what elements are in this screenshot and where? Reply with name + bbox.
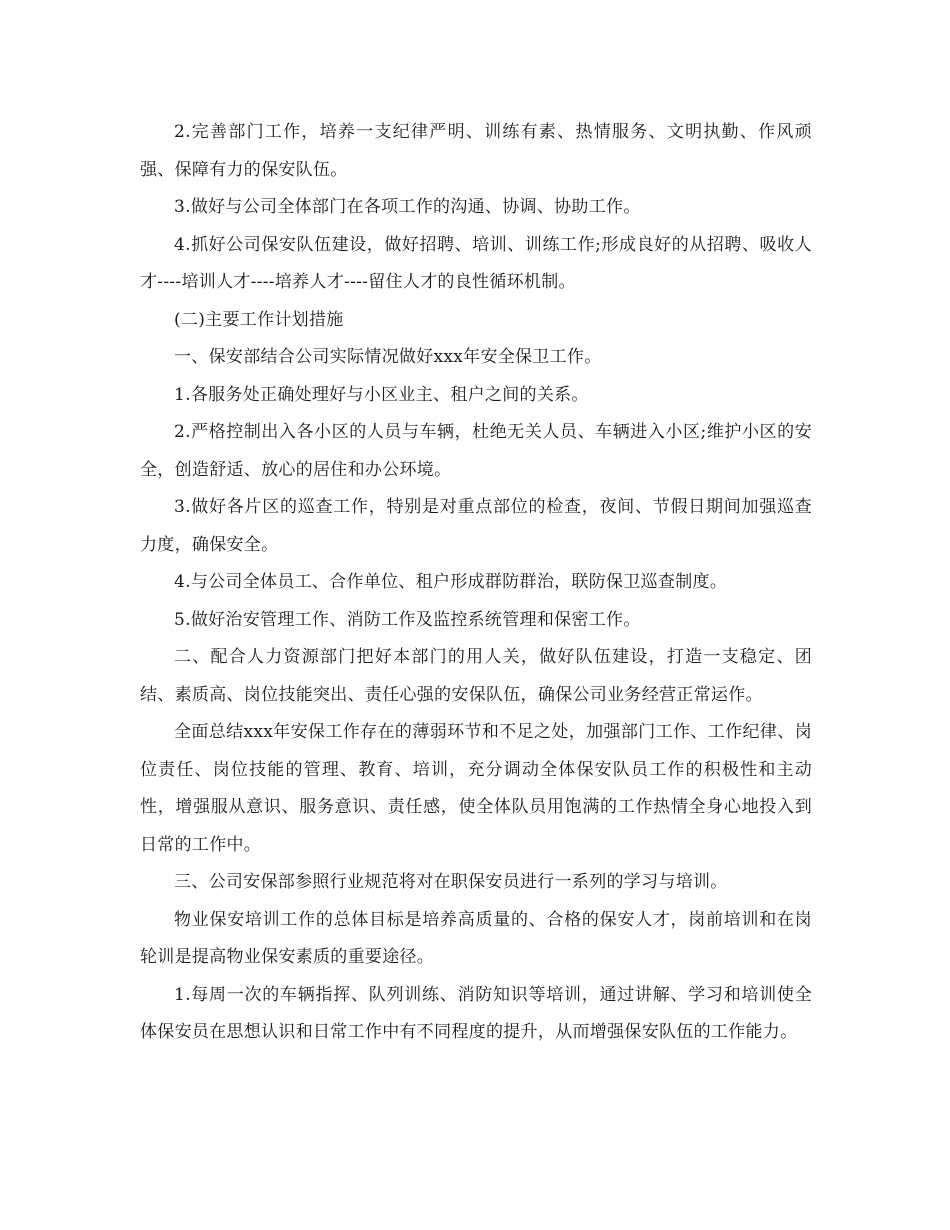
paragraph-15: 1.每周一次的车辆指挥、队列训练、消防知识等培训，通过讲解、学习和培训使全体保安员在思想认识和日常工作中有不同程度的提升，从而增强保安队伍的工作能力。 <box>140 984 812 1042</box>
paragraph-2: 3.做好与公司全体部门在各项工作的沟通、协调、协助工作。 <box>174 197 641 217</box>
paragraph-11: 二、配合人力资源部门把好本部门的用人关，做好队伍建设，打造一支稳定、团结、素质高、岗位技能突出、责任心强的安保队伍，确保公司业务经营正常运作。 <box>140 647 812 705</box>
paragraph-9: 4.与公司全体员工、合作单位、租户形成群防群治，联防保卫巡查制度。 <box>174 572 728 592</box>
section-heading: (二)主要工作计划措施 <box>174 309 344 330</box>
paragraph-12: 全面总结xxx年安保工作存在的薄弱环节和不足之处，加强部门工作、工作纪律、岗位责任、岗位技能的管理、教育、培训，充分调动全体保安队员工作的积极性和主动性，增强服从意识、服务意识、责任感，使全体队员用饱满的工作热情全身心地投入到日常的工作中。 <box>140 722 812 855</box>
paragraph-6: 1.各服务处正确处理好与小区业主、租户之间的关系。 <box>174 384 589 405</box>
paragraph-10: 5.做好治安管理工作、消防工作及监控系统管理和保密工作。 <box>174 609 641 630</box>
paragraph-5: 一、保安部结合公司实际情况做好xxx年安全保卫工作。 <box>174 347 602 367</box>
paragraph-8: 3.做好各片区的巡查工作，特别是对重点部位的检查，夜间、节假日期间加强巡查力度，确保安全。 <box>140 497 812 555</box>
paragraph-3: 4.抓好公司保安队伍建设，做好招聘、培训、训练工作;形成良好的从招聘、吸收人才----培训人才----培养人才----留住人才的良性循环机制。 <box>140 234 812 292</box>
paragraph-13: 三、公司安保部参照行业规范将对在职保安员进行一系列的学习与培训。 <box>174 872 728 892</box>
document-body <box>140 114 812 1052</box>
paragraph-1: 2.完善部门工作，培养一支纪律严明、训练有素、热情服务、文明执勤、作风顽强、保障有力的保安队伍。 <box>140 122 812 180</box>
paragraph-14: 物业保安培训工作的总体目标是培养高质量的、合格的保安人才，岗前培训和在岗轮训是提高物业保安素质的重要途径。 <box>140 909 812 967</box>
paragraph-7: 2.严格控制出入各小区的人员与车辆，杜绝无关人员、车辆进入小区;维护小区的安全，创造舒适、放心的居住和办公环境。 <box>140 422 812 480</box>
